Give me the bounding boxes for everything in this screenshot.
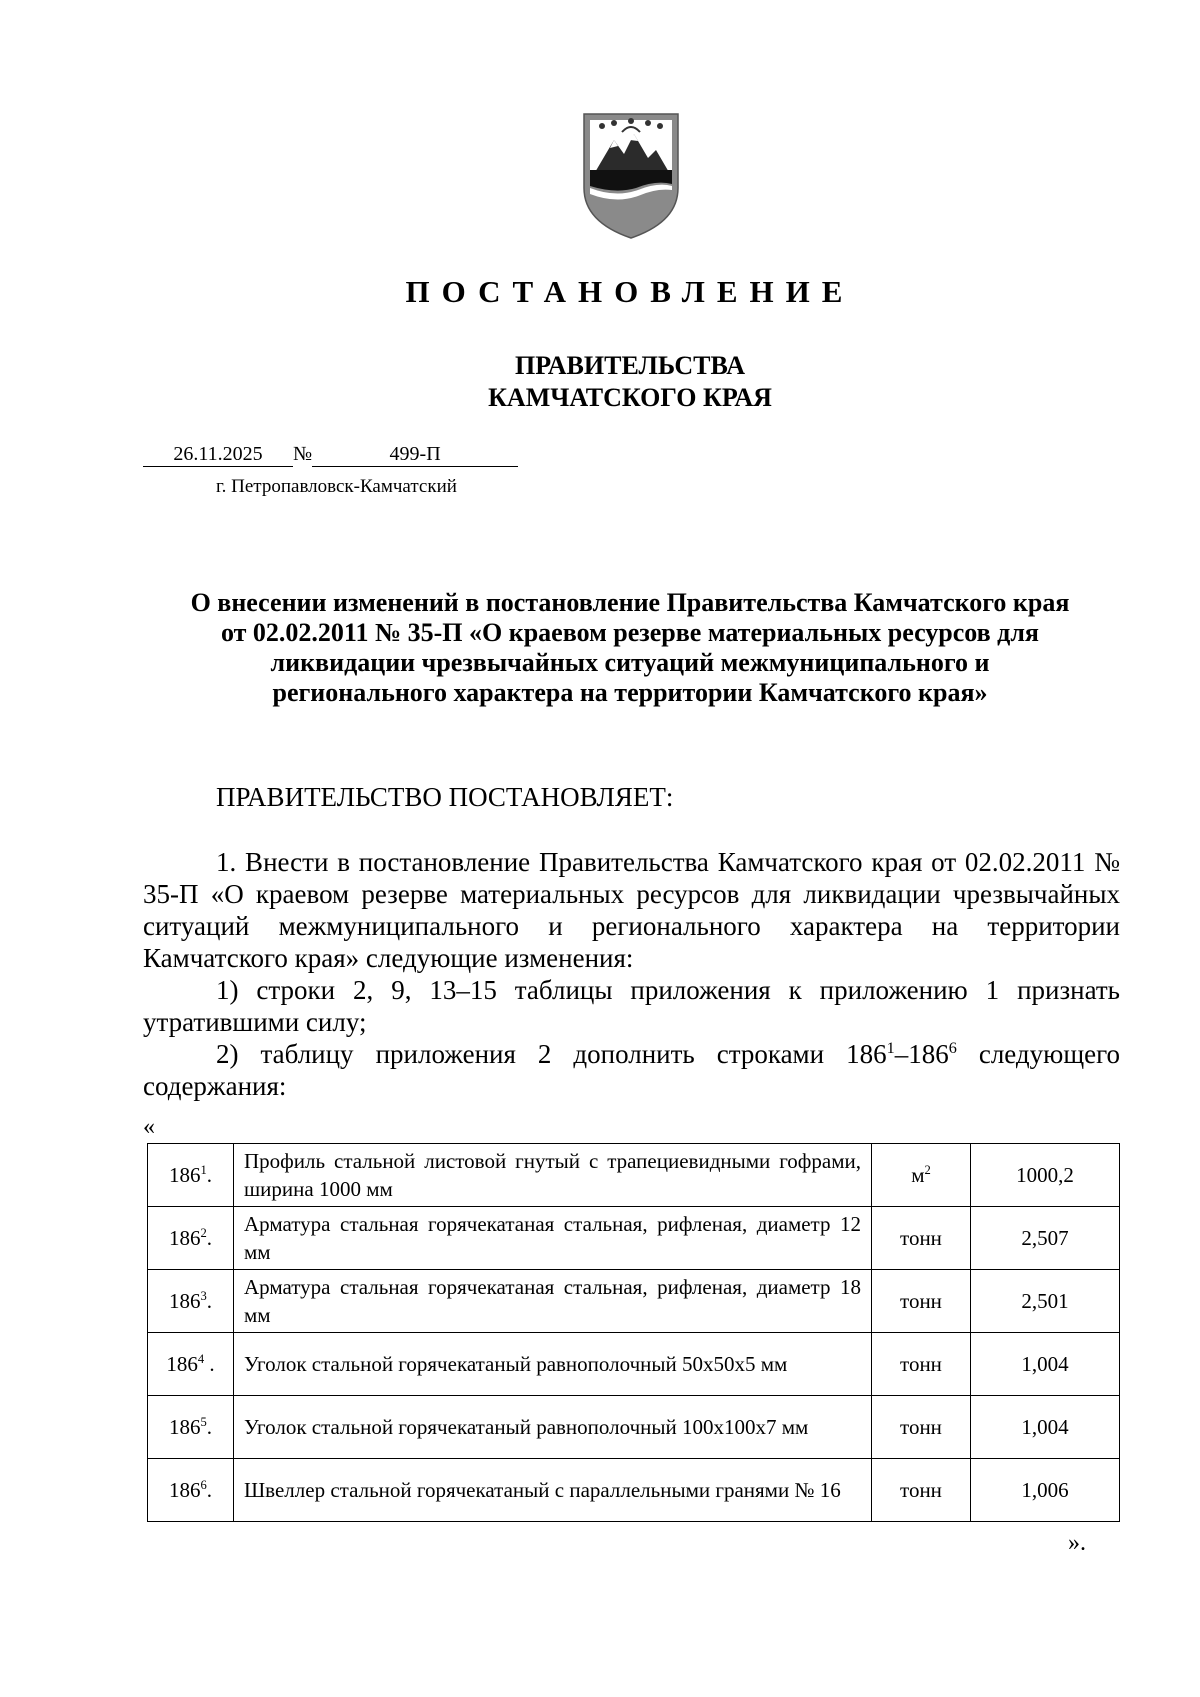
subject-line-2: от 02.02.2011 № 35-П «О краевом резерве материальных ресурсов для <box>221 618 1039 647</box>
subject-line-3: ликвидации чрезвычайных ситуаций межмуниципального и <box>270 648 990 677</box>
item-unit: тонн <box>872 1270 971 1333</box>
issuing-organization <box>0 350 1200 414</box>
table-row <box>148 1459 1120 1522</box>
paragraph-3 <box>143 1038 1120 1102</box>
item-name: Швеллер стальной горячекатаный с параллельными гранями № 16 <box>234 1459 872 1522</box>
item-unit: тонн <box>872 1459 971 1522</box>
table-row <box>148 1396 1120 1459</box>
document-city: г. Петропавловск-Камчатский <box>216 476 457 497</box>
opening-quote: « <box>143 1114 155 1140</box>
row-number: $186^5$. <box>148 1396 234 1459</box>
org-line-1: ПРАВИТЕЛЬСТВА <box>515 351 745 380</box>
item-quantity: 1,004 <box>971 1333 1120 1396</box>
item-name: Уголок стальной горячекатаный равнополочный 100х100х7 мм <box>234 1396 872 1459</box>
item-unit: тонн <box>872 1207 971 1270</box>
item-name: Уголок стальной горячекатаный равнополочный 50х50х5 мм <box>234 1333 872 1396</box>
item-name: Арматура стальная горячекатаная стальная, рифленая, диаметр 18 мм <box>234 1270 872 1333</box>
subject-line-4: регионального характера на территории Камчатского края» <box>272 678 988 707</box>
table-row <box>148 1270 1120 1333</box>
item-quantity: 2,507 <box>971 1207 1120 1270</box>
item-quantity: 2,501 <box>971 1270 1120 1333</box>
item-unit: тонн <box>872 1333 971 1396</box>
paragraph-3-sup-1: 1 <box>886 1039 895 1057</box>
items-table <box>147 1143 1120 1522</box>
document-subject <box>130 588 1130 708</box>
row-number: $186^1$. <box>148 1144 234 1207</box>
paragraph-3-part-a: 2) таблицу приложения 2 дополнить строками 186 <box>216 1039 887 1069</box>
items-table-body <box>148 1144 1120 1522</box>
item-quantity: 1,004 <box>971 1396 1120 1459</box>
org-line-2: КАМЧАТСКОГО КРАЯ <box>488 383 772 412</box>
table-row <box>148 1333 1120 1396</box>
subject-line-1: О внесении изменений в постановление Правительства Камчатского края <box>190 588 1070 617</box>
item-unit: $м^2$ <box>872 1144 971 1207</box>
resolves-heading: ПРАВИТЕЛЬСТВО ПОСТАНОВЛЯЕТ: <box>216 782 674 812</box>
document-date: 26.11.2025 <box>143 442 293 467</box>
paragraph-3-part-c: следующего содержания: <box>143 1039 1121 1101</box>
number-sign: № <box>293 443 313 465</box>
table-row <box>148 1144 1120 1207</box>
row-number: $186^6$. <box>148 1459 234 1522</box>
document-number: 499-П <box>312 442 518 467</box>
document-type-title: ПОСТАНОВЛЕНИЕ <box>405 274 855 309</box>
paragraph-1: 1. Внести в постановление Правительства Камчатского края от 02.02.2011 № 35-П «О краевом резерве материальных ресурсов для ликвидации чрезвычайных ситуаций межмуниципального и регионального характера на территории Камчатского края» следующие изменения: <box>143 847 1120 973</box>
closing-quote: ». <box>1068 1530 1086 1556</box>
body-text <box>143 846 1120 1102</box>
kamchatka-coat-of-arms-icon <box>576 110 686 242</box>
registration-line <box>143 442 518 467</box>
item-name: Профиль стальной листовой гнутый с трапециевидными гофрами, ширина 1000 мм <box>234 1144 872 1207</box>
paragraph-3-part-b: –186 <box>894 1039 949 1069</box>
item-quantity: 1,006 <box>971 1459 1120 1522</box>
item-name: Арматура стальная горячекатаная стальная, рифленая, диаметр 12 мм <box>234 1207 872 1270</box>
item-unit: тонн <box>872 1396 971 1459</box>
row-number: $186^3$. <box>148 1270 234 1333</box>
table-row <box>148 1207 1120 1270</box>
paragraph-2: 1) строки 2, 9, 13–15 таблицы приложения к приложению 1 признать утратившими силу; <box>143 975 1120 1037</box>
item-quantity: 1000,2 <box>971 1144 1120 1207</box>
row-number: $186^2$. <box>148 1207 234 1270</box>
row-number: $186^4$ . <box>148 1333 234 1396</box>
paragraph-3-sup-2: 6 <box>948 1039 957 1057</box>
